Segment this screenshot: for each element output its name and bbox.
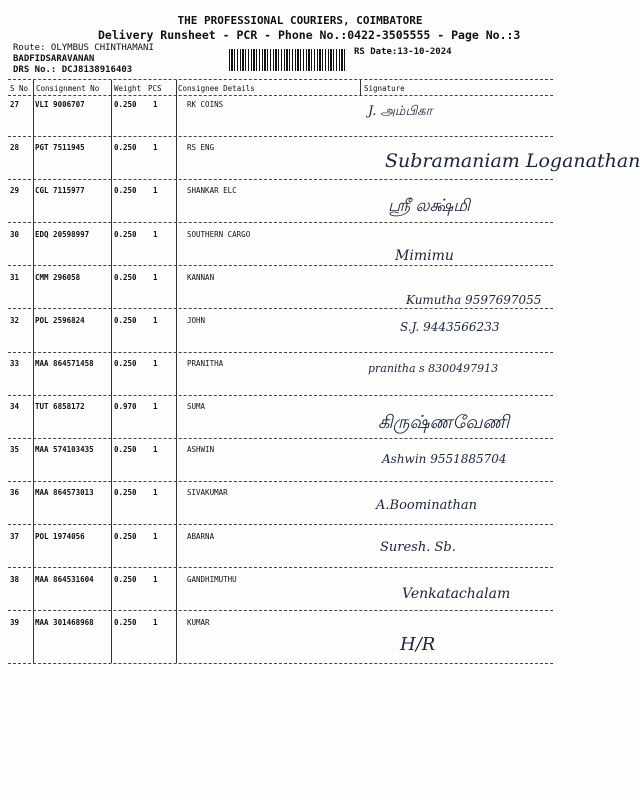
row-consignment: EDQ 20598997 — [35, 230, 90, 239]
row-weight: 0.250 — [114, 230, 137, 239]
handwritten-signature: Subramaniam Loganathan — [385, 150, 640, 172]
handwritten-signature: ஸ்ரீ லக்ஷ்மி — [388, 196, 470, 216]
col-header-pcs: PCS — [148, 84, 162, 93]
row-weight: 0.970 — [114, 402, 137, 411]
row-separator — [8, 395, 553, 396]
row-consignment: MAA 864571458 — [35, 359, 94, 368]
runsheet-subtitle: Delivery Runsheet - PCR - Phone No.:0422-3505555 - Page No.:3 — [98, 28, 521, 42]
row-weight: 0.250 — [114, 143, 137, 152]
handwritten-signature: J. அம்பிகா — [368, 104, 433, 119]
row-separator — [8, 136, 553, 137]
handwritten-signature: A.Boominathan — [376, 498, 478, 513]
row-sno: 27 — [10, 100, 20, 109]
barcode — [229, 49, 345, 71]
row-consignee: SHANKAR ELC — [187, 186, 237, 195]
row-separator — [8, 352, 553, 353]
handwritten-signature: Venkatachalam — [402, 586, 511, 602]
handwritten-signature: S.J. 9443566233 — [400, 320, 500, 334]
row-separator — [8, 567, 553, 568]
row-consignment: MAA 864531604 — [35, 575, 94, 584]
row-separator — [8, 481, 553, 482]
row-separator — [8, 663, 553, 664]
row-pcs: 1 — [153, 316, 158, 325]
row-consignment: CMM 296058 — [35, 273, 81, 282]
row-weight: 0.250 — [114, 186, 137, 195]
row-sno: 39 — [10, 618, 20, 627]
handwritten-signature: கிருஷ்ணவேணி — [378, 412, 510, 433]
rs-date: RS Date:13-10-2024 — [354, 47, 452, 57]
row-weight: 0.250 — [114, 618, 137, 627]
row-consignment: POL 2596824 — [35, 316, 85, 325]
handwritten-signature: H/R — [400, 634, 436, 655]
row-sno: 38 — [10, 575, 20, 584]
row-separator — [8, 179, 553, 180]
row-weight: 0.250 — [114, 100, 137, 109]
row-consignee: GANDHIMUTHU — [187, 575, 237, 584]
row-pcs: 1 — [153, 532, 158, 541]
row-pcs: 1 — [153, 359, 158, 368]
row-consignee: JOHN — [187, 316, 206, 325]
col-header-consignment: Consignment No — [36, 84, 100, 93]
handwritten-signature: Suresh. Sb. — [380, 540, 456, 555]
row-sno: 32 — [10, 316, 20, 325]
row-weight: 0.250 — [114, 359, 137, 368]
row-sno: 30 — [10, 230, 20, 239]
row-separator — [8, 222, 553, 223]
row-sno: 33 — [10, 359, 20, 368]
row-consignment: MAA 864573013 — [35, 488, 94, 497]
handwritten-signature: Ashwin 9551885704 — [382, 452, 507, 466]
row-weight: 0.250 — [114, 488, 137, 497]
row-consignee: ABARNA — [187, 532, 215, 541]
row-separator — [8, 438, 553, 439]
row-consignment: TUT 6858172 — [35, 402, 85, 411]
row-sno: 35 — [10, 445, 20, 454]
handwritten-signature: Kumutha 9597697055 — [406, 293, 542, 307]
row-consignee: KANNAN — [187, 273, 215, 282]
row-separator — [8, 308, 553, 309]
row-pcs: 1 — [153, 488, 158, 497]
row-sno: 36 — [10, 488, 20, 497]
row-consignment: POL 1974056 — [35, 532, 85, 541]
row-weight: 0.250 — [114, 316, 137, 325]
col-header-signature: Signature — [364, 84, 405, 93]
col-divider — [360, 80, 361, 96]
row-consignee: SIVAKUMAR — [187, 488, 228, 497]
row-separator — [8, 610, 553, 611]
row-consignment: VLI 9006707 — [35, 100, 85, 109]
row-pcs: 1 — [153, 230, 158, 239]
row-pcs: 1 — [153, 575, 158, 584]
col-divider — [176, 80, 177, 663]
row-pcs: 1 — [153, 186, 158, 195]
row-consignment: MAA 574103435 — [35, 445, 94, 454]
row-sno: 28 — [10, 143, 20, 152]
row-consignment: CGL 7115977 — [35, 186, 85, 195]
row-pcs: 1 — [153, 402, 158, 411]
row-weight: 0.250 — [114, 445, 137, 454]
staff-name: BADFIDSARAVANAN — [13, 54, 95, 64]
col-divider — [111, 80, 112, 663]
row-consignee: ASHWIN — [187, 445, 215, 454]
row-weight: 0.250 — [114, 575, 137, 584]
header-top-rule — [8, 79, 553, 80]
row-consignee: KUMAR — [187, 618, 210, 627]
row-pcs: 1 — [153, 445, 158, 454]
row-sno: 34 — [10, 402, 20, 411]
row-pcs: 1 — [153, 618, 158, 627]
row-separator — [8, 524, 553, 525]
row-consignment: PGT 7511945 — [35, 143, 85, 152]
col-header-consignee: Consignee Details — [178, 84, 255, 93]
row-pcs: 1 — [153, 143, 158, 152]
row-consignee: RS ENG — [187, 143, 215, 152]
header-bottom-rule — [8, 95, 553, 96]
row-consignee: PRANITHA — [187, 359, 224, 368]
row-pcs: 1 — [153, 100, 158, 109]
drs-number: DRS No.: DCJ8138916403 — [13, 65, 133, 75]
row-weight: 0.250 — [114, 273, 137, 282]
row-sno: 37 — [10, 532, 20, 541]
row-consignee: RK COINS — [187, 100, 224, 109]
row-sno: 31 — [10, 273, 20, 282]
row-consignee: SUMA — [187, 402, 206, 411]
row-separator — [8, 265, 553, 266]
route-label: Route: OLYMBUS CHINTHAMANI — [13, 43, 154, 53]
row-sno: 29 — [10, 186, 20, 195]
handwritten-signature: Mimimu — [395, 248, 454, 264]
row-weight: 0.250 — [114, 532, 137, 541]
handwritten-signature: pranitha s 8300497913 — [368, 362, 499, 375]
page-title: THE PROFESSIONAL COURIERS, COIMBATORE — [177, 14, 423, 27]
col-divider — [33, 80, 34, 663]
row-consignee: SOUTHERN CARGO — [187, 230, 251, 239]
row-pcs: 1 — [153, 273, 158, 282]
col-header-weight: Weight — [114, 84, 142, 93]
col-header-sno: S No — [10, 84, 29, 93]
row-consignment: MAA 301468968 — [35, 618, 94, 627]
